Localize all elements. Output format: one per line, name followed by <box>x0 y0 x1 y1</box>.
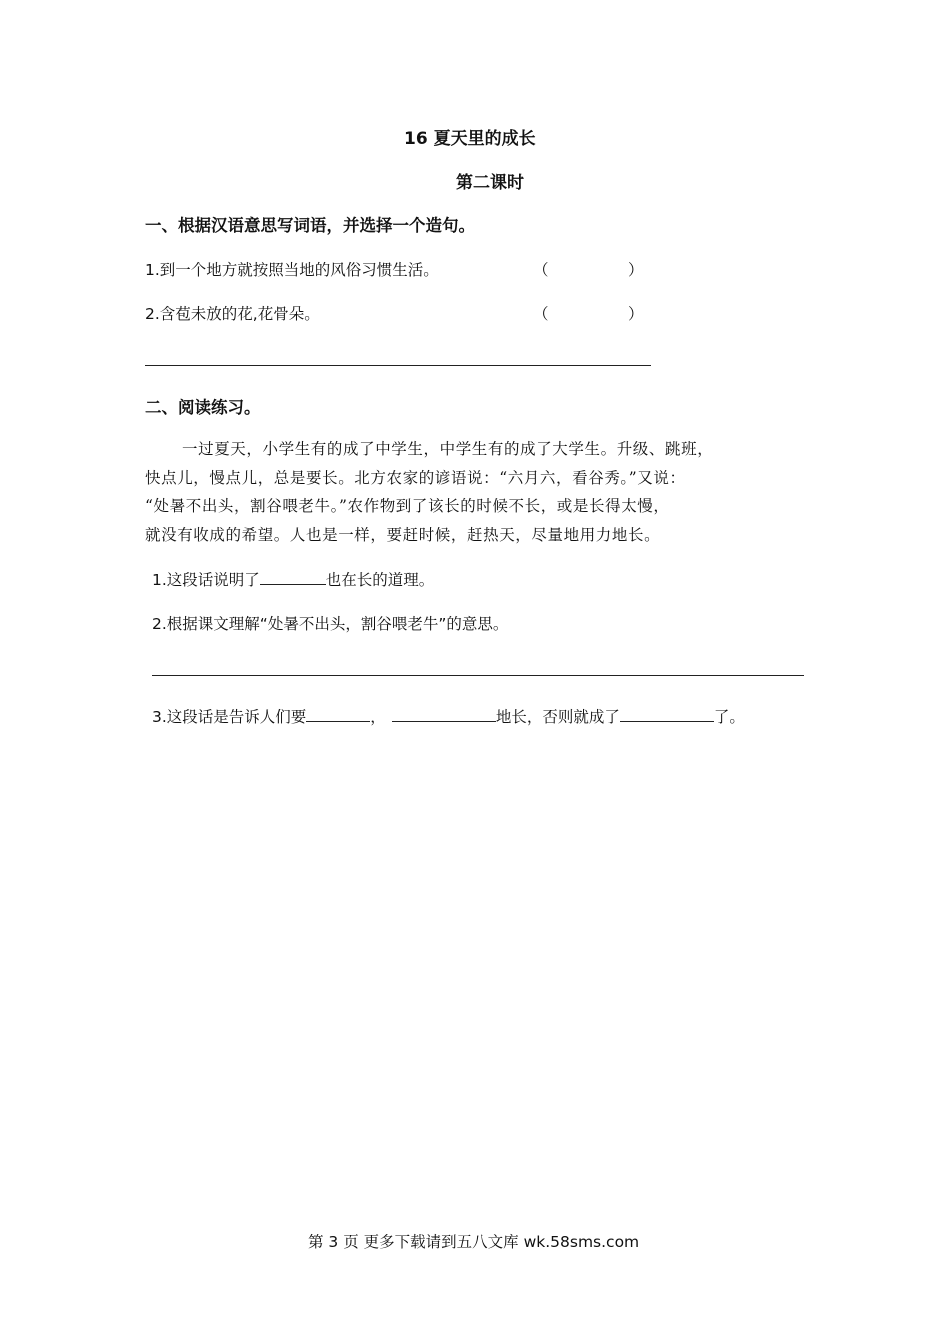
vocab-item-1: 1.到一个地方就按照当地的风俗习惯生活。 <box>145 261 439 279</box>
vocab-item-1-paren-open: （ <box>533 261 549 279</box>
section2-heading: 二、阅读练习。 <box>145 398 261 417</box>
question-3 <box>152 705 745 727</box>
vocab-item-2: 2.含苞未放的花,花骨朵。 <box>145 305 320 323</box>
passage-line-2: 快点儿，慢点儿，总是要长。北方农家的谚语说：“六月六，看谷秀。”又说： <box>145 469 686 487</box>
question-3-text-mid: 地长，否则就成了 <box>495 708 620 726</box>
question-1-text-end: 也在长的道理。 <box>325 571 435 589</box>
question-1 <box>152 568 434 590</box>
question-3-blank-3[interactable] <box>620 707 714 722</box>
question-3-text-end: 了。 <box>713 708 745 726</box>
passage-line-1: 一过夏天，小学生有的成了中学生，中学生有的成了大学生。升级、跳班， <box>182 440 714 458</box>
vocab-item-2-paren-open: （ <box>533 305 549 323</box>
page-subtitle: 第二课时 <box>456 173 524 193</box>
passage-line-4: 就没有收成的希望。人也是一样，要赶时候，赶热天，尽量地用力地长。 <box>145 526 661 544</box>
question-1-blank[interactable] <box>260 570 326 585</box>
vocab-item-2-paren-close: ） <box>628 305 644 323</box>
question-2: 2.根据课文理解“处暑不出头，割谷喂老牛”的意思。 <box>152 615 509 633</box>
page-title: 16 夏天里的成长 <box>404 129 536 149</box>
question-3-sep: ， <box>370 708 386 726</box>
question-2-answer-line[interactable] <box>152 675 804 676</box>
sentence-answer-line[interactable] <box>145 365 651 366</box>
question-1-text: 1.这段话说明了 <box>152 571 260 589</box>
question-3-blank-1[interactable] <box>306 707 370 722</box>
section1-heading: 一、根据汉语意思写词语，并选择一个造句。 <box>145 216 475 235</box>
question-3-blank-2[interactable] <box>392 707 496 722</box>
passage-line-3: “处暑不出头，割谷喂老牛。”农作物到了该长的时候不长，或是长得太慢， <box>145 497 670 515</box>
question-3-text: 3.这段话是告诉人们要 <box>152 708 307 726</box>
vocab-item-1-paren-close: ） <box>628 261 644 279</box>
page-footer: 第 3 页 更多下载请到五八文库 wk.58sms.com <box>308 1233 640 1251</box>
